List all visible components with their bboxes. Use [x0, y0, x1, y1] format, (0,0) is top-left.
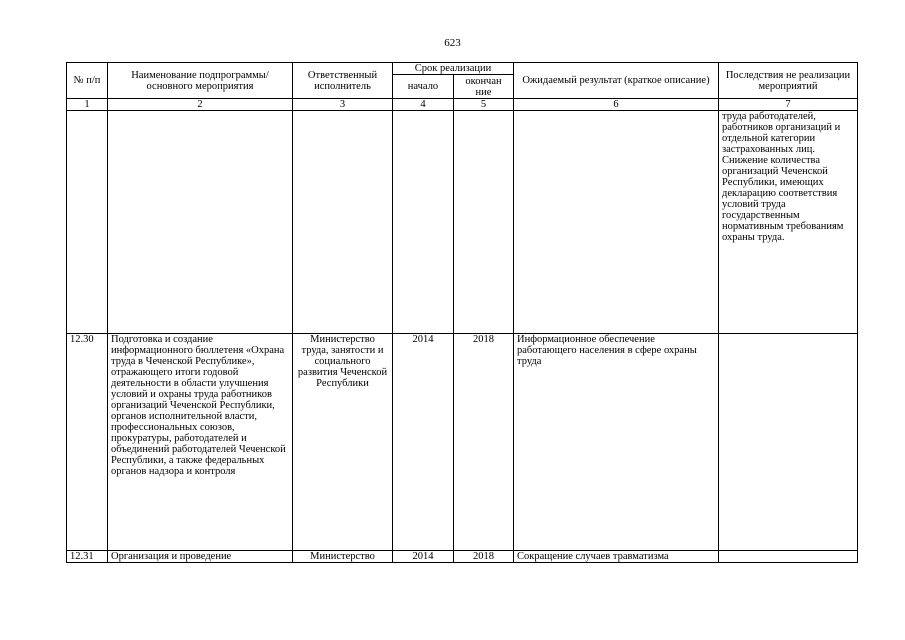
row-executor: Министерство труда, занятости и социального развития Чеченской Республики [293, 334, 393, 551]
row-end [454, 111, 514, 334]
row-consequences: труда работодателей, работников организаций и отдельной категории застрахованных лиц. Снижение количества организаций Чеченской Республики, имеющих декларацию соответствия условий труда государственным нормативным требованиям охраны труда. [719, 111, 858, 334]
column-number: 4 [393, 99, 454, 111]
header-result: Ожидаемый результат (краткое описание) [514, 63, 719, 99]
row-num: 12.30 [67, 334, 108, 551]
row-num [67, 111, 108, 334]
header-name: Наименование подпрограммы/ основного мероприятия [108, 63, 293, 99]
column-number-row [67, 99, 858, 111]
row-name: Подготовка и создание информационного бюллетеня «Охрана труда в Чеченской Республике», отражающего итоги годовой деятельности в области улучшения условий и охраны труда работников организаций Чеченской Республики, органов исполнительной власти, профессиональных союзов, прокуратуры, работодателей и объединений работодателей Чеченской Республики, а также федеральных органов надзора и контроля [108, 334, 293, 551]
page-number: 623 [444, 37, 461, 49]
column-number: 1 [67, 99, 108, 111]
header-start: начало [393, 75, 454, 99]
header-period: Срок реализации [393, 63, 514, 75]
column-number: 7 [719, 99, 858, 111]
row-start [393, 111, 454, 334]
row-result: Информационное обеспечение работающего населения в сфере охраны труда [514, 334, 719, 551]
column-number: 5 [454, 99, 514, 111]
row-start: 2014 [393, 334, 454, 551]
row-result: Сокращение случаев травматизма [514, 551, 719, 563]
column-number: 3 [293, 99, 393, 111]
row-start: 2014 [393, 551, 454, 563]
column-number: 6 [514, 99, 719, 111]
program-table [66, 62, 858, 563]
row-num: 12.31 [67, 551, 108, 563]
header-consequences: Последствия не реализации мероприятий [719, 63, 858, 99]
row-end: 2018 [454, 551, 514, 563]
table-row [67, 551, 858, 563]
row-consequences [719, 334, 858, 551]
row-result [514, 111, 719, 334]
header-end: окончан ние [454, 75, 514, 99]
row-executor: Министерство [293, 551, 393, 563]
row-end: 2018 [454, 334, 514, 551]
row-executor [293, 111, 393, 334]
column-number: 2 [108, 99, 293, 111]
table-row [67, 111, 858, 334]
header-num: № п/п [67, 63, 108, 99]
row-name: Организация и проведение [108, 551, 293, 563]
table-row [67, 334, 858, 551]
header-executor: Ответственный исполнитель [293, 63, 393, 99]
row-consequences [719, 551, 858, 563]
row-name [108, 111, 293, 334]
